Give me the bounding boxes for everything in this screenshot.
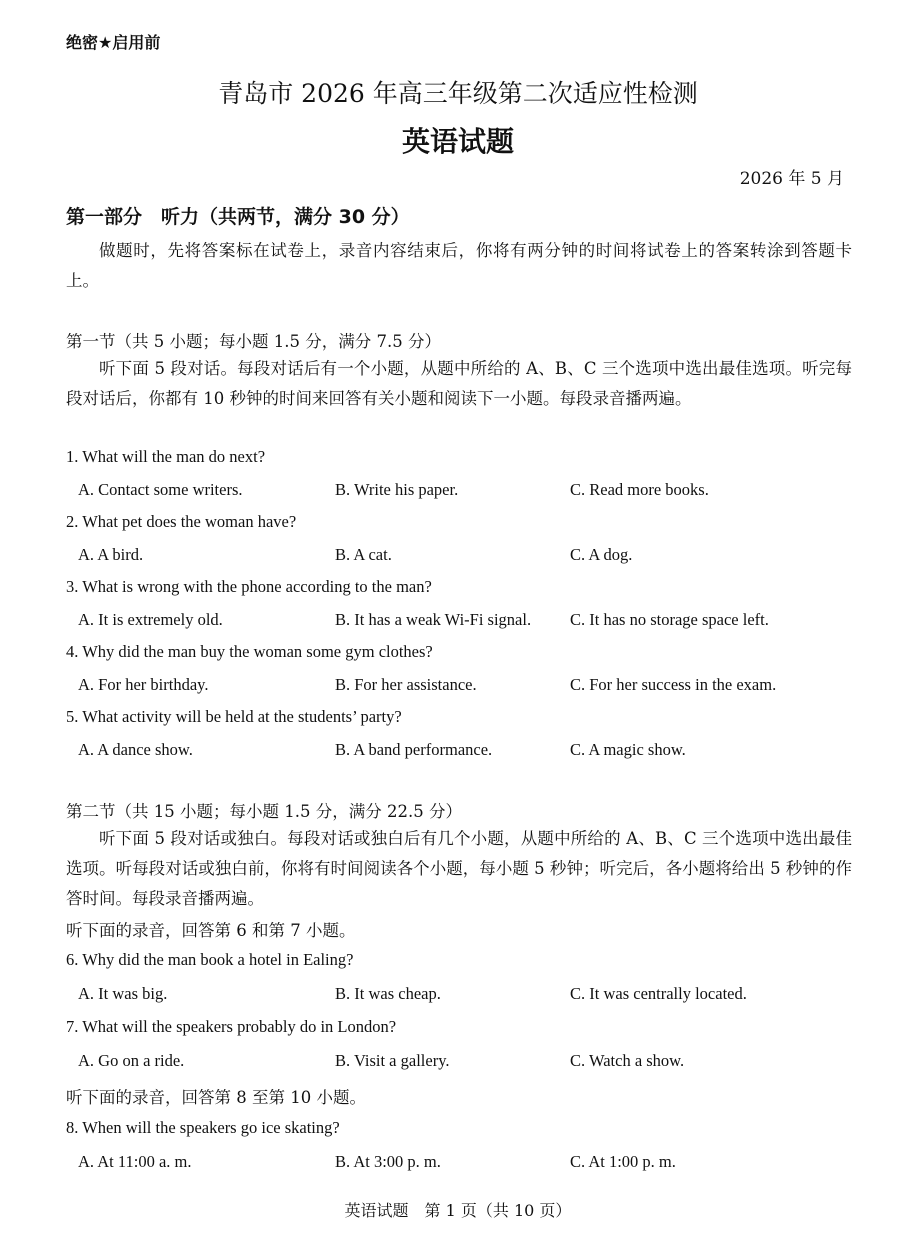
confidential-mark: 绝密★启用前 [66, 33, 161, 52]
q7-option-b: B. Visit a gallery. [335, 1051, 450, 1070]
q2-option-b: B. A cat. [335, 545, 392, 564]
q5-option-b: B. A band performance. [335, 740, 493, 759]
q1-option-c: C. Read more books. [570, 480, 709, 499]
part1-heading: 第一部分 听力（共两节，满分 30 分） [66, 206, 410, 228]
section1-instructions: 听下面 5 段对话。每段对话后有一个小题，从题中所给的 A、B、C 三个选项中选出最佳选项。听完每段对话后，你都有 10 秒钟的时间来回答有关小题和阅读下一小题。每段录音播两遍。 [66, 359, 852, 408]
q6-option-a: A. It was big. [78, 984, 168, 1003]
question-7: 7. What will the speakers probably do in London? [66, 1017, 397, 1036]
q2-option-c: C. A dog. [570, 545, 633, 564]
section1-heading: 第一节（共 5 小题；每小题 1.5 分，满分 7.5 分） [66, 332, 441, 351]
q8-option-c: C. At 1:00 p. m. [570, 1152, 676, 1171]
q8-option-a: A. At 11:00 a. m. [78, 1152, 192, 1171]
exam-date: 2026 年 5 月 [739, 169, 844, 189]
question-1: 1. What will the man do next? [66, 447, 266, 466]
question-5: 5. What activity will be held at the students’ party? [66, 707, 402, 726]
q4-option-b: B. For her assistance. [335, 675, 477, 694]
question-2: 2. What pet does the woman have? [66, 512, 297, 531]
q3-option-c: C. It has no storage space left. [570, 610, 769, 629]
q4-option-c: C. For her success in the exam. [570, 675, 777, 694]
section2-heading: 第二节（共 15 小题；每小题 1.5 分，满分 22.5 分） [66, 802, 462, 821]
section2-instructions: 听下面 5 段对话或独白。每段对话或独白后有几个小题，从题中所给的 A、B、C 三个选项中选出最佳选项。听每段对话或独白前，你将有时间阅读各个小题，每小题 5 秒钟；听完后，各小题将给出 5 秒钟的作答时间。每段录音播两遍。 [66, 829, 852, 908]
q4-option-a: A. For her birthday. [78, 675, 209, 694]
section2-note-6-7: 听下面的录音，回答第 6 和第 7 小题。 [66, 921, 356, 940]
q3-option-b: B. It has a weak Wi-Fi signal. [335, 610, 532, 629]
q8-option-b: B. At 3:00 p. m. [335, 1152, 441, 1171]
question-8: 8. When will the speakers go ice skating? [66, 1118, 340, 1137]
exam-title: 青岛市 2026 年高三年级第二次适应性检测 [218, 79, 698, 108]
question-3: 3. What is wrong with the phone according to the man? [66, 577, 432, 596]
q1-option-b: B. Write his paper. [335, 480, 459, 499]
q5-option-c: C. A magic show. [570, 740, 686, 759]
section2-note-8-10: 听下面的录音，回答第 8 至第 10 小题。 [66, 1088, 366, 1107]
q3-option-a: A. It is extremely old. [78, 610, 223, 629]
question-4: 4. Why did the man buy the woman some gym clothes? [66, 642, 433, 661]
q7-option-c: C. Watch a show. [570, 1051, 685, 1070]
q7-option-a: A. Go on a ride. [78, 1051, 185, 1070]
q1-option-a: A. Contact some writers. [78, 480, 243, 499]
q6-option-b: B. It was cheap. [335, 984, 441, 1003]
question-6: 6. Why did the man book a hotel in Ealing? [66, 950, 354, 969]
q2-option-a: A. A bird. [78, 545, 144, 564]
part1-intro: 做题时，先将答案标在试卷上，录音内容结束后，你将有两分钟的时间将试卷上的答案转涂到答题卡上。 [66, 241, 852, 290]
q6-option-c: C. It was centrally located. [570, 984, 747, 1003]
q5-option-a: A. A dance show. [78, 740, 193, 759]
page-footer: 英语试题 第 1 页（共 10 页） [344, 1201, 572, 1220]
exam-subject: 英语试题 [401, 125, 514, 158]
